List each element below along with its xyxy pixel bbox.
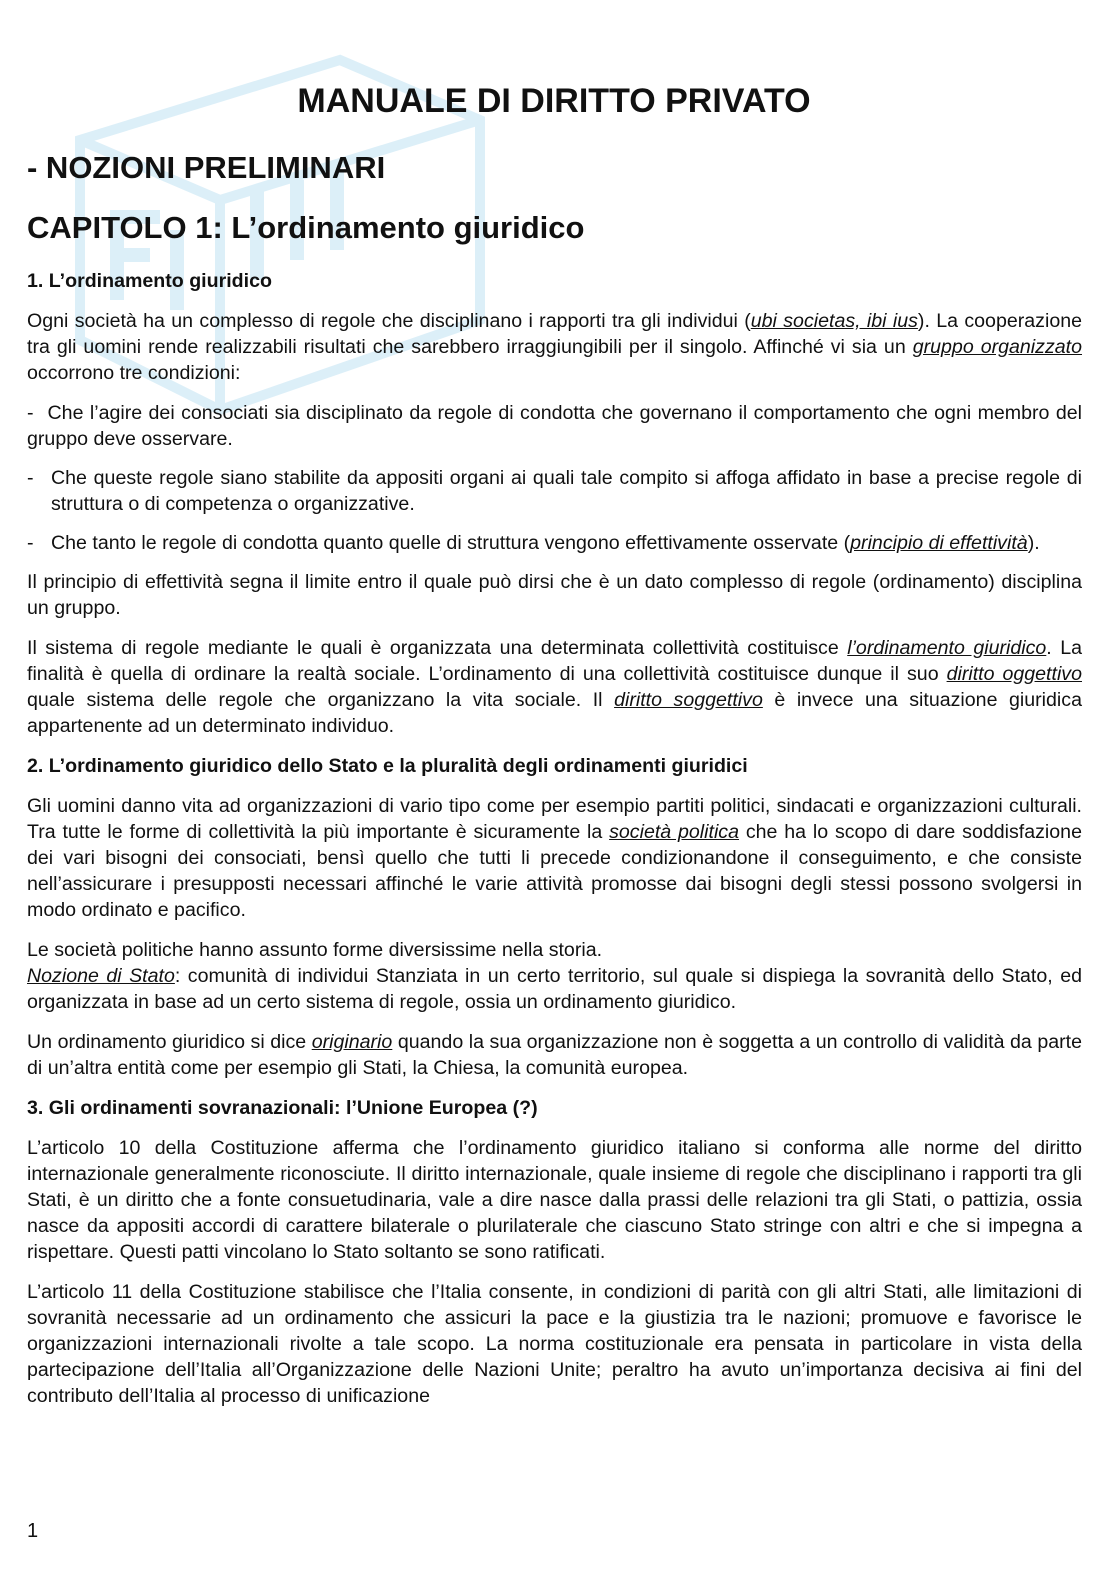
conditions-list [27, 400, 1082, 556]
paragraph: Nozione di Stato: comunità di individui Stanziata in un certo territorio, sul quale si dispiega la sovranità dello Stato, ed organizzata in base ad un certo sistema di regole, ossia un ordinamento giuridico. [27, 965, 1082, 1013]
paragraph: Ogni società ha un complesso di regole che disciplinano i rapporti tra gli individui (ubi societas, ibi ius). La cooperazione tra gli uomini rende realizzabili risultati che sarebbero irraggiungibili per il singolo. Affinché vi sia un gruppo organizzato occorrono tre condizioni: [27, 310, 1083, 384]
list-item: - Che tanto le regole di condotta quanto quelle di struttura vengono effettivamente osservate (principio di effettività). [27, 532, 1040, 554]
paragraph: L’articolo 11 della Costituzione stabilisce che l’Italia consente, in condizioni di parità con gli altri Stati, alle limitazioni di sovranità necessarie ad un ordinamento che assicuri la pace e la giustizia tra le nazioni; promuove e favorisce le organizzazioni internazionali rivolte a tale scopo. La norma costituzionale era pensata in particolare in vista della partecipazione dell’Italia all’Organizzazione delle Nazioni Unite; peraltro ha avuto un’importanza decisiva ai fini del contributo dell’Italia al processo di unificazione [27, 1281, 1082, 1407]
paragraph: L’articolo 10 della Costituzione afferma che l’ordinamento giuridico italiano si conforma alle norme del diritto internazionale generalmente riconosciute. Il diritto internazionale, quale insieme di regole che disciplinano i rapporti tra gli Stati, è un diritto che a fonte consuetudinaria, vale a dire nasce dalla prassi delle relazioni tra gli Stati, o pattizia, ossia nasce da appositi accordi di carattere bilaterale o plurilaterale che ciascuno Stato stringe con altri e che si impegna a rispettare. Questi patti vincolano lo Stato soltanto se sono ratificati. [27, 1137, 1082, 1263]
page-number: 1 [27, 1520, 39, 1542]
list-item: - Che queste regole siano stabilite da appositi organi ai quali tale compito si affoga affidato in base a precise regole di struttura o di competenza o organizzative. [27, 467, 1082, 515]
paragraph: Le società politiche hanno assunto forme diversissime nella storia. [27, 939, 603, 961]
section-heading-2: 2. L’ordinamento giuridico dello Stato e la pluralità degli ordinamenti giuridici [27, 755, 748, 777]
paragraph: Il sistema di regole mediante le quali è organizzata una determinata collettività costituisce l’ordinamento giuridico. La finalità è quella di ordinare la realtà sociale. L’ordinamento di una collettività costituisce dunque il suo diritto oggettivo quale sistema delle regole che organizzano la vita sociale. Il diritto soggettivo è invece una situazione giuridica appartenente ad un determinato individuo. [27, 637, 1083, 737]
part-heading: - NOZIONI PRELIMINARI [27, 150, 386, 185]
document-body [27, 268, 1082, 1423]
paragraph: Il principio di effettività segna il limite entro il quale può dirsi che è un dato complesso di regole (ordinamento) disciplina un gruppo. [27, 571, 1082, 619]
paragraph: Gli uomini danno vita ad organizzazioni di vario tipo come per esempio partiti politici, sindacati e organizzazioni culturali. Tra tutte le forme di collettività la più importante è sicuramente la società politica che ha lo scopo di dare soddisfazione dei vari bisogni dei consociati, bensì quello che tutti li precede condizionandone il conseguimento, e che consiste nell’assicurare i presupposti necessari affinché le varie attività promosse dai bisogni degli stessi possono svolgersi in modo ordinato e pacifico. [27, 795, 1082, 921]
section-heading-3: 3. Gli ordinamenti sovranazionali: l’Unione Europea (?) [27, 1097, 538, 1119]
paragraph: Un ordinamento giuridico si dice originario quando la sua organizzazione non è soggetta a un controllo di validità da parte di un’altra entità come per esempio gli Stati, la Chiesa, la comunità europea. [27, 1031, 1082, 1079]
section-heading-1: 1. L’ordinamento giuridico [27, 270, 272, 292]
list-item: - Che l’agire dei consociati sia disciplinato da regole di condotta che governano il comportamento che ogni membro del gruppo deve osservare. [27, 402, 1082, 450]
chapter-heading: CAPITOLO 1: L’ordinamento giuridico [27, 210, 585, 245]
document-title: MANUALE DI DIRITTO PRIVATO [297, 82, 811, 120]
